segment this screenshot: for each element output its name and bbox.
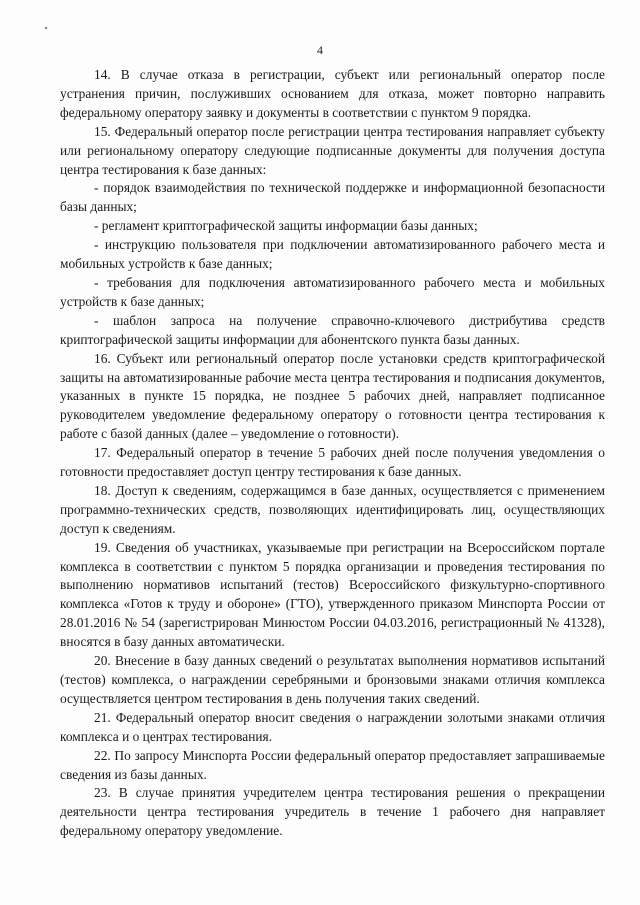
paragraph-17: 17. Федеральный оператор в течение 5 рабочих дней после получения уведомления о готовности предоставляет доступ центру тестирования к базе данных. <box>60 445 605 480</box>
paragraph-18: 18. Доступ к сведениям, содержащимся в базе данных, осуществляется с применением программно-технических средств, позволяющих идентифицировать лиц, осуществляющих доступ к сведениям. <box>60 482 605 536</box>
paragraph-23: 23. В случае принятия учредителем центра тестирования решения о прекращении деятельности центра тестирования учредитель в течение 1 рабочего дня направляет федеральному оператору уведомление. <box>60 785 605 839</box>
list-item-connection-requirements: - требования для подключения автоматизированного рабочего места и мобильных устройств к базе данных; <box>60 274 605 309</box>
paragraph-20: 20. Внесение в базу данных сведений о результатах выполнения нормативов испытаний (тестов) комплекса, о награждении серебряными и бронзовыми знаками отличия комплекса осуществляется центром тестирования в день получения таких сведений. <box>60 653 605 706</box>
paragraph-16: 16. Субъект или региональный оператор после установки средств криптографической защиты на автоматизированные рабочие места центра тестирования и подписания документов, указанных в пункте 15 порядка, не позднее 5 рабочих дней, направляет подписанное руководителем уведомление федеральному оператору о готовности центра тестирования к работе с базой данных (далее – уведомление о готовности). <box>60 350 605 442</box>
paragraph-15: 15. Федеральный оператор после регистрации центра тестирования направляет субъекту или региональному оператору следующие подписанные документы для получения доступа центра тестирования к базе данных: <box>60 123 605 177</box>
document-body <box>60 66 605 841</box>
paragraph-14: 14. В случае отказа в регистрации, субъект или региональный оператор после устранения причин, послуживших основанием для отказа, может повторно направить федеральному оператору заявку и документы в соответствии с пунктом 9 порядка. <box>60 67 605 120</box>
paragraph-19: 19. Сведения об участниках, указываемые при регистрации на Всероссийском портале комплекса в соответствии с пунктом 5 порядка организации и проведения тестирования по выполнению нормативов испытаний (тестов) Всероссийского физкультурно-спортивного комплекса «Готов к труду и обороне» (ГТО), утвержденного приказом Минспорта России от 28.01.2016 № 54 (зарегистрирован Минюстом России 04.03.2016, регистрационный № 41328), вносятся в базу данных автоматически. <box>60 539 605 650</box>
page-number: 4 <box>317 43 323 57</box>
list-item-security-procedure: - порядок взаимодействия по технической поддержке и информационной безопасности базы данных; <box>60 180 605 215</box>
list-item-user-instruction: - инструкцию пользователя при подключении автоматизированного рабочего места и мобильных устройств к базе данных; <box>60 237 605 272</box>
paragraph-21: 21. Федеральный оператор вносит сведения о награждении золотыми знаками отличия комплекса и о центрах тестирования. <box>60 709 605 744</box>
paragraph-22: 22. По запросу Минспорта России федеральный оператор предоставляет запрашиваемые сведения из базы данных. <box>60 747 605 782</box>
list-item-request-template: - шаблон запроса на получение справочно-ключевого дистрибутива средств криптографической защиты информации для абонентского пункта базы данных. <box>60 312 605 347</box>
list-item-crypto-regulation: - регламент криптографической защиты информации базы данных; <box>94 218 478 234</box>
scan-speck <box>45 27 47 29</box>
